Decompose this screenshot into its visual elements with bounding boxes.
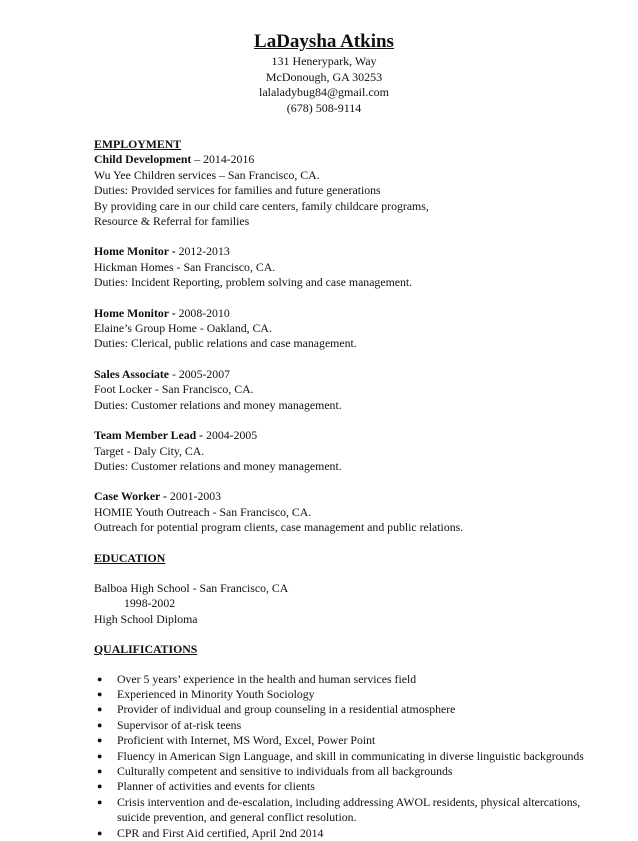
list-item: ● Proficient with Internet, MS Word, Excel, Power Point (97, 733, 376, 748)
job-dates: - 2005-2007 (169, 366, 230, 381)
job-org: Elaine’s Group Home - Oakland, CA. (94, 321, 272, 336)
education-school: Balboa High School - San Francisco, CA (94, 580, 289, 595)
bullet-icon: ● (97, 704, 103, 715)
job-entry (94, 428, 594, 474)
job-duty-line: Resource & Referral for families (94, 214, 250, 229)
job-entry (94, 152, 594, 229)
list-item: ● Culturally competent and sensitive to individuals from all backgrounds (97, 764, 453, 778)
list-item: ● Supervisor of at-risk teens (97, 717, 242, 732)
education-heading: EDUCATION (94, 550, 166, 565)
job-dates: – 2014-2016 (191, 152, 255, 167)
resume-body (94, 137, 594, 841)
job-entry (94, 244, 594, 290)
list-item: ● CPR and First Aid certified, April 2nd 2014 (97, 825, 324, 840)
bullet-icon: ● (97, 781, 103, 792)
bullet-icon: ● (97, 719, 103, 730)
job-duty-line: Duties: Provided services for families and future generations (94, 183, 381, 198)
job-dates: 2012-2013 (175, 244, 230, 259)
employment-heading: EMPLOYMENT (94, 137, 182, 151)
qualifications-list (94, 672, 594, 841)
job-org: Target - Daly City, CA. (94, 443, 205, 458)
education-diploma: High School Diploma (94, 611, 198, 626)
list-item: ● Fluency in American Sign Language, and skill in communicating in diverse linguistic backgrounds (97, 748, 584, 763)
phone-number: (678) 508-9114 (286, 100, 362, 115)
job-duty-line: Duties: Clerical, public relations and case management. (94, 336, 357, 351)
bullet-icon: ● (97, 688, 103, 699)
bullet-icon: ● (97, 735, 103, 746)
job-dates: 2008-2010 (175, 305, 230, 320)
list-item: ● Planner of activities and events for clients (97, 779, 315, 794)
job-duty-line: Duties: Customer relations and money management. (94, 458, 342, 473)
address-line-2: McDonough, GA 30253 (265, 69, 383, 84)
bullet-icon: ● (97, 766, 103, 776)
job-duty-line: By providing care in our child care centers, family childcare programs, (94, 198, 429, 213)
qualifications-heading: QUALIFICATIONS (94, 642, 198, 657)
job-title: Team Member Lead - (94, 428, 204, 443)
job-org: HOMIE Youth Outreach - San Francisco, CA. (94, 504, 312, 519)
job-dates: 2001-2003 (166, 489, 222, 504)
job-title: Child Development (94, 152, 192, 167)
job-org: Foot Locker - San Francisco, CA. (94, 382, 254, 397)
address-line-1: 131 Henerypark, Way (271, 54, 377, 68)
job-duty-line: Outreach for potential program clients, case management and public relations. (94, 520, 464, 535)
email-address: lalaladybug84@gmail.com (258, 85, 390, 99)
job-dates: 2004-2005 (203, 428, 258, 443)
job-duty-line: Duties: Incident Reporting, problem solving and case management. (94, 275, 413, 290)
job-title: Home Monitor - (94, 244, 176, 259)
job-entry (94, 367, 594, 413)
bullet-icon: ● (97, 750, 103, 761)
bullet-icon: ● (97, 673, 103, 684)
list-item: ● Provider of individual and group counseling in a residential atmosphere (97, 702, 456, 717)
candidate-name: LaDaysha Atkins (254, 31, 394, 52)
resume-header (0, 30, 638, 116)
list-item: ● Experienced in Minority Youth Sociology (97, 686, 315, 701)
education-years: 1998-2002 (124, 596, 176, 611)
job-title: Home Monitor - (94, 305, 176, 320)
job-title: Case Worker - (94, 489, 167, 504)
job-org: Wu Yee Children services – San Francisco, CA. (94, 167, 320, 182)
job-title: Sales Associate (94, 366, 170, 381)
job-entry (94, 489, 594, 535)
job-org: Hickman Homes - San Francisco, CA. (94, 259, 276, 274)
job-entry (94, 306, 594, 352)
job-duty-line: Duties: Customer relations and money management. (94, 397, 342, 412)
list-item: ● Crisis intervention and de-escalation, including addressing AWOL residents, physical altercations, suicide prevention, and general conflict resolution. (97, 794, 581, 825)
list-item: ● Over 5 years’ experience in the health and human services field (97, 671, 417, 686)
bullet-icon: ● (97, 796, 103, 807)
bullet-icon: ● (97, 827, 103, 838)
